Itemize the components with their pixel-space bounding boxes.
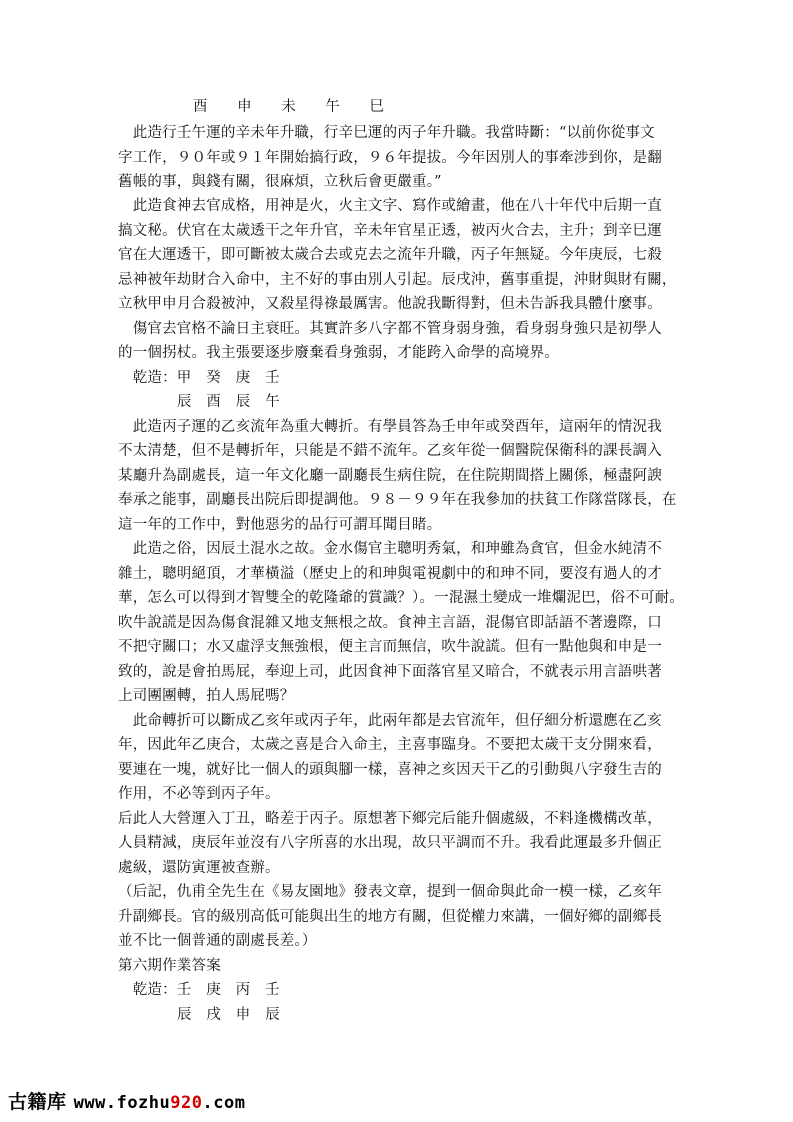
text-line: 升副鄉長。官的級別高低可能與出生的地方有關，但從權力來講，一個好鄉的副鄉長 xyxy=(118,909,662,925)
text-line: 后此人大營運入丁丑，略差于丙子。原想著下鄉完后能升個處級，不料逢機構改革， xyxy=(118,811,662,827)
text-line: 官在大運透干，即可斷被太歲合去或克去之流年升職，丙子年無疑。今年庚辰，七殺 xyxy=(118,247,662,263)
text-line: 此造丙子運的乙亥流年為重大轉折。有學員答為壬申年或癸酉年，這兩年的情況我 xyxy=(118,419,662,435)
text-line: 第六期作業答案 xyxy=(118,958,221,974)
text-line: 作用，不必等到丙子年。 xyxy=(118,786,280,802)
text-line: 此造行壬午運的辛未年升職，行辛巳運的丙子年升職。我當時斷：“以前你從事文 xyxy=(118,125,655,141)
text-line: 字工作，９０年或９１年開始搞行政，９６年提拔。今年因別人的事牽涉到你，是翻 xyxy=(118,150,662,166)
text-line: 華，怎么可以得到才智雙全的乾隆爺的賞識？）。一混濕土變成一堆爛泥巴，俗不可耐。 xyxy=(118,590,685,606)
footer-site-prefix: www.fozhu xyxy=(73,1093,171,1113)
text-line: 辰 酉 辰 午 xyxy=(177,394,280,410)
text-line: 雜土，聰明絕頂，才華橫溢（歷史上的和珅與電視劇中的和珅不同，要沒有過人的才 xyxy=(118,566,662,582)
footer-brand: 古籍库 xyxy=(8,1091,67,1113)
text-line: 年，因此年乙庚合，太歲之喜是合入命主，主喜事臨身。不要把太歲干支分開來看， xyxy=(118,737,662,753)
footer-site-suffix: .com xyxy=(202,1093,246,1113)
text-line: 的一個拐杖。我主張要逐步廢棄看身強弱，才能跨入命學的高境界。 xyxy=(118,345,559,361)
text-line: 乾造：甲 癸 庚 壬 xyxy=(118,370,280,386)
text-line: 並不比一個普通的副處長差。） xyxy=(118,933,317,949)
text-line: 吹牛說謊是因為傷食混雜又地支無根之故。食神主言語，混傷官即話語不著邊際，口 xyxy=(118,615,662,631)
footer-site-number: 920 xyxy=(170,1093,203,1113)
footer-site xyxy=(74,1093,246,1113)
text-line: 舊帳的事，與錢有關，很麻煩，立秋后會更嚴重。” xyxy=(118,174,442,190)
text-line: 乾造：壬 庚 丙 壬 xyxy=(118,982,280,998)
text-line: 不把守關口；水又虛浮支無強根，便主言而無信，吹牛說謊。但有一點他與和申是一 xyxy=(118,639,662,655)
text-line: 此造食神去官成格，用神是火，火主文字、寫作或繪畫，他在八十年代中后期一直 xyxy=(118,198,662,214)
text-line: 酉 申 未 午 巳 xyxy=(193,99,385,115)
text-line: 某廳升為副處長，這一年文化廳一副廳長生病住院，在住院期間搭上關係，極盡阿諛 xyxy=(118,468,662,484)
text-line: 立秋甲申月合殺被沖，又殺星得祿最厲害。他說我斷得對，但未告訴我具體什麼事。 xyxy=(118,296,662,312)
text-line: 辰 戌 申 辰 xyxy=(177,1007,280,1023)
footer-watermark xyxy=(8,1087,245,1114)
text-line: 這一年的工作中，對他惡劣的品行可謂耳聞目睹。 xyxy=(118,517,442,533)
text-line: 要連在一塊，就好比一個人的頭與腳一樣，喜神之亥因天干乙的引動與八字發生吉的 xyxy=(118,762,662,778)
text-line: 此命轉折可以斷成乙亥年或丙子年，此兩年都是去官流年，但仔細分析還應在乙亥 xyxy=(118,713,662,729)
text-line: 搞文秘。伏官在太歲透干之年升官，辛未年官星正透，被丙火合去，主升；到辛巳運 xyxy=(118,223,662,239)
text-line: 此造之俗，因辰土混水之故。金水傷官主聰明秀氣，和珅雖為貪官，但金水純清不 xyxy=(118,541,662,557)
text-line: 人員精減，庚辰年並沒有八字所喜的水出現，故只平調而不升。我看此運最多升個正 xyxy=(118,835,662,851)
text-line: （后記，仇甫全先生在《易友園地》發表文章，提到一個命與此命一模一樣，乙亥年 xyxy=(118,884,662,900)
text-line: 奉承之能事，副廳長出院后即提調他。９８－９９年在我參加的扶貧工作隊當隊長，在 xyxy=(118,492,677,508)
text-line: 不太清楚，但不是轉折年，只能是不錯不流年。乙亥年從一個醫院保衛科的課長調入 xyxy=(118,443,662,459)
text-line: 上司團團轉，拍人馬屁嗎？ xyxy=(118,688,295,704)
text-line: 傷官去官格不論日主衰旺。其實許多八字都不管身弱身強，看身弱身強只是初學人 xyxy=(118,321,662,337)
text-line: 處級，還防寅運被查辦。 xyxy=(118,860,280,876)
text-line: 忌神被年劫財合入命中，主不好的事由別人引起。辰戌沖，舊事重提，沖財與財有關， xyxy=(118,272,677,288)
text-line: 致的，說是會拍馬屁，奉迎上司，此因食神下面落官星又暗合，不就表示用言語哄著 xyxy=(118,664,662,680)
